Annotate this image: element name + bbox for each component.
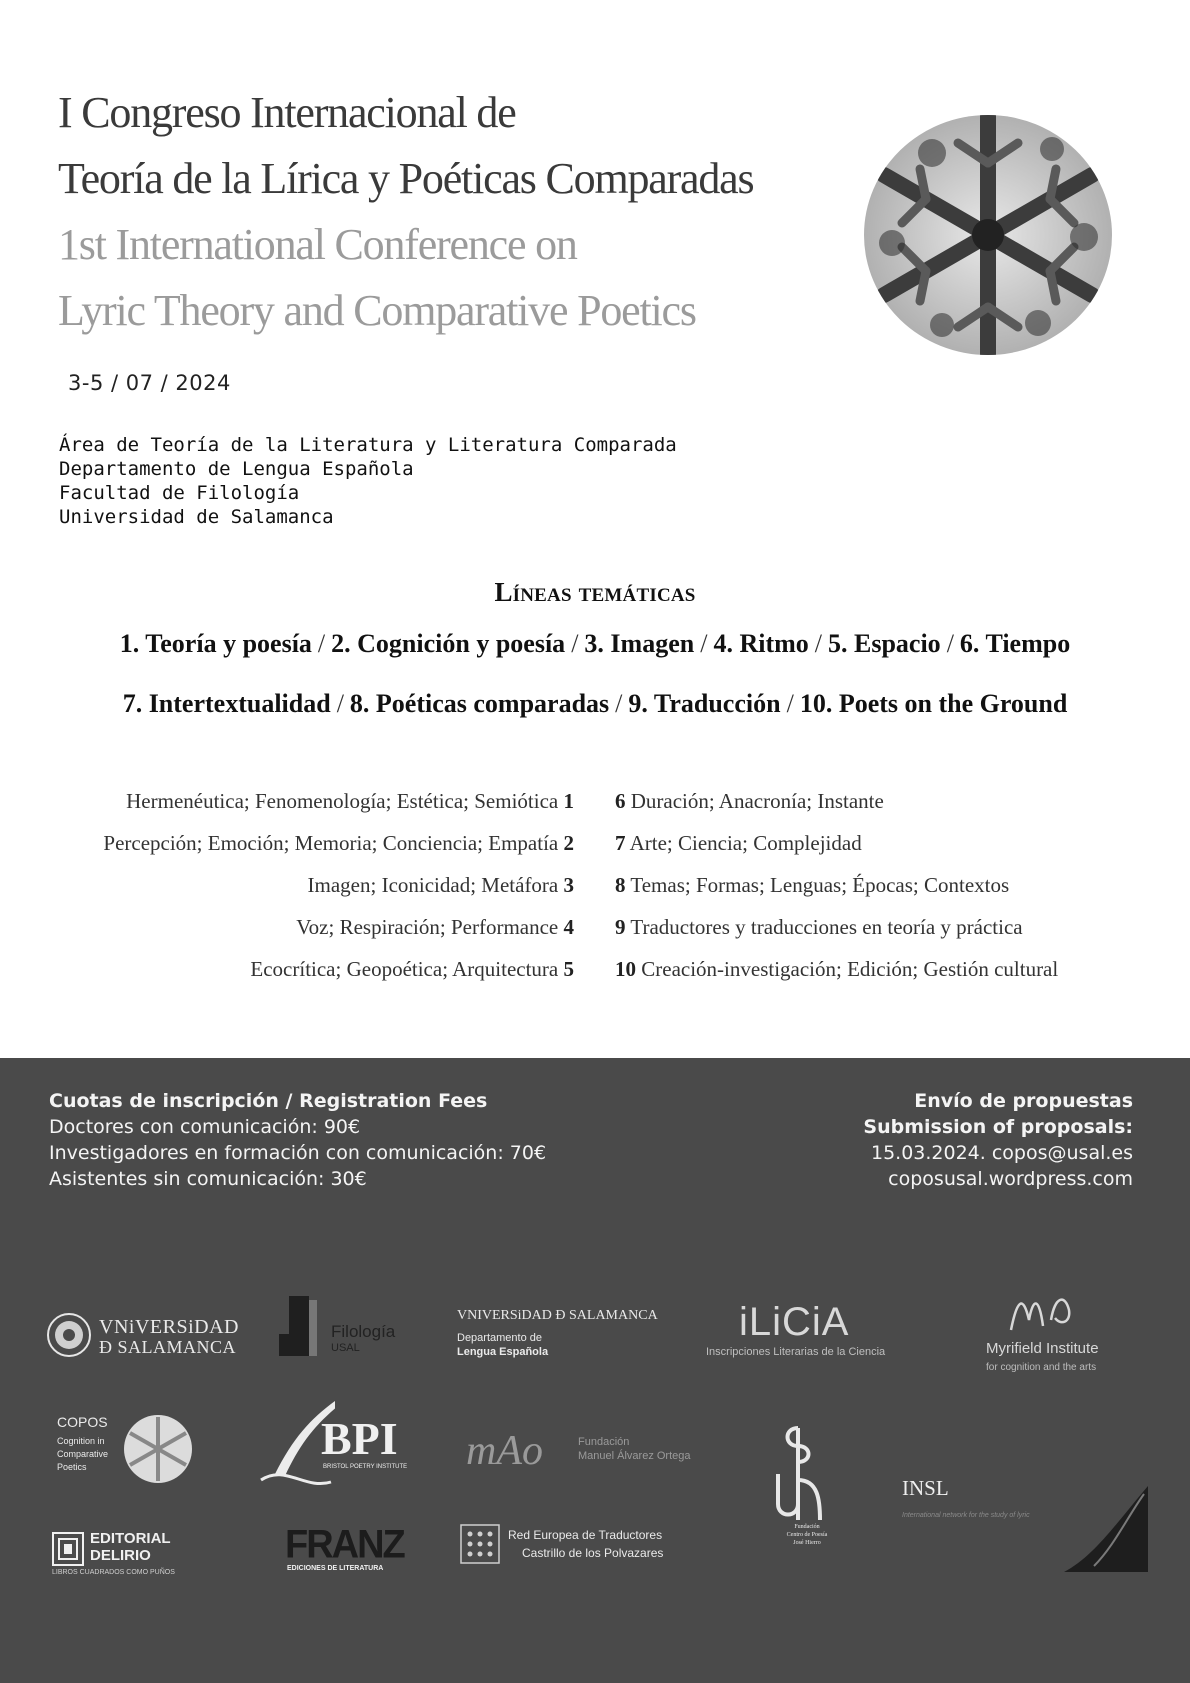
themes-row-2 <box>0 689 1190 719</box>
subtheme-number: 10 <box>615 957 636 981</box>
copos-logo-sub1: Cognition in <box>57 1436 105 1446</box>
fees-heading: Cuotas de inscripción / Registration Fees <box>49 1090 488 1112</box>
submission-website-link[interactable]: coposusal.wordpress.com <box>888 1168 1133 1190</box>
theme-separator: / <box>571 629 579 658</box>
title-en-line2: Lyric Theory and Comparative Poetics <box>58 286 696 335</box>
bpi-logo-title: BPI <box>321 1413 398 1464</box>
affiliation-line: Departamento de Lengua Española <box>59 458 414 480</box>
mao-logo-line1: Fundación <box>578 1436 630 1448</box>
theme-item: 7. Intertextualidad <box>122 689 331 718</box>
myrifield-logo-subtitle: for cognition and the arts <box>986 1362 1097 1373</box>
red-traductores-icon <box>460 1524 500 1564</box>
red-traductores-line2: Castrillo de los Polvazares <box>522 1546 664 1560</box>
subtheme-text: Ecocrítica; Geopoética; Arquitectura <box>250 957 559 981</box>
theme-item: 8. Poéticas comparadas <box>349 689 610 718</box>
subtheme-item <box>103 906 574 948</box>
filologia-logo-line2: USAL <box>331 1342 360 1354</box>
delirio-logo-line2: DELIRIO <box>90 1547 151 1564</box>
franz-logo-title: FRANZ <box>285 1522 404 1568</box>
filologia-logo-line1: Filología <box>331 1322 396 1341</box>
submission-deadline-email[interactable]: 15.03.2024. copos@usal.es <box>870 1142 1133 1164</box>
conference-date: 3-5 / 07 / 2024 <box>68 371 231 395</box>
subtheme-text: Creación-investigación; Edición; Gestión cultural <box>641 957 1059 981</box>
usal-logo-line2: Ð SALAMANCA <box>99 1337 237 1357</box>
theme-separator: / <box>946 629 954 658</box>
subtheme-number: 2 <box>563 831 574 855</box>
theme-item: 5. Espacio <box>828 629 941 658</box>
copos-logo-sub3: Poetics <box>57 1462 87 1472</box>
delirio-logo-tagline: LIBROS CUADRADOS COMO PUÑOS <box>52 1569 175 1576</box>
hierro-logo <box>762 1424 852 1554</box>
subtheme-text: Voz; Respiración; Performance <box>296 915 559 939</box>
subtheme-item <box>615 948 1058 990</box>
theme-separator: / <box>700 629 708 658</box>
theme-separator: / <box>336 689 344 718</box>
bpi-logo-subtitle: BRISTOL POETRY INSTITUTE <box>323 1464 408 1470</box>
fee-line: Doctores con comunicación: 90€ <box>49 1116 361 1138</box>
theme-item: 3. Imagen <box>584 629 695 658</box>
ilicia-logo-subtitle: Inscripciones Literarias de la Ciencia <box>706 1346 886 1358</box>
insl-logo <box>902 1476 1148 1570</box>
subtheme-text: Duración; Anacronía; Instante <box>630 789 884 813</box>
hierro-logo-line2: Centro de Poesía <box>786 1532 828 1538</box>
insl-logo-title: INSL <box>902 1476 949 1500</box>
subtheme-number: 4 <box>563 915 574 939</box>
svg-text:mAo: mAo <box>466 1428 543 1474</box>
subtheme-item <box>103 864 574 906</box>
insl-wing-icon <box>1064 1486 1148 1572</box>
delirio-logo-line1: EDITORIAL <box>90 1530 171 1547</box>
copos-logo <box>57 1414 207 1490</box>
subtheme-item <box>103 948 574 990</box>
theme-item: 4. Ritmo <box>713 629 809 658</box>
snowflake-image <box>862 113 1114 357</box>
usal-dept-logo-line2: Departamento de <box>457 1332 542 1344</box>
affiliation-line: Universidad de Salamanca <box>59 506 334 528</box>
subtheme-number: 9 <box>615 915 626 939</box>
title-es-line1: I Congreso Internacional de <box>58 88 516 137</box>
mao-monogram-icon <box>466 1424 576 1474</box>
subtheme-number: 6 <box>615 789 626 813</box>
theme-item: 6. Tiempo <box>959 629 1071 658</box>
usal-dept-logo <box>457 1308 677 1364</box>
title-en-line1: 1st International Conference on <box>58 220 577 269</box>
mao-logo <box>466 1424 691 1474</box>
theme-item: 1. Teoría y poesía <box>119 629 312 658</box>
usal-logo-line1: VNiVERSiDAD <box>99 1316 239 1338</box>
usal-seal-icon <box>47 1310 91 1360</box>
theme-item: 10. Poets on the Ground <box>799 689 1068 718</box>
subtheme-number: 3 <box>563 873 574 897</box>
subtheme-number: 8 <box>615 873 626 897</box>
subthemes-right-column <box>615 780 1058 990</box>
subtheme-text: Temas; Formas; Lenguas; Épocas; Contextos <box>630 873 1010 897</box>
fee-line: Investigadores en formación con comunicación: 70€ <box>49 1142 547 1164</box>
title-es-line2: Teoría de la Lírica y Poéticas Comparadas <box>58 154 754 203</box>
lineas-tematicas-heading: Líneas temáticas <box>494 577 696 607</box>
theme-item: 9. Traducción <box>628 689 781 718</box>
registration-fees <box>49 1088 546 1192</box>
themes-row-1 <box>0 629 1190 659</box>
subtheme-item <box>615 864 1058 906</box>
subtheme-text: Traductores y traducciones en teoría y práctica <box>630 915 1023 939</box>
subtheme-item <box>103 780 574 822</box>
delirio-square-icon <box>52 1532 84 1566</box>
affiliation-line: Facultad de Filología <box>59 482 300 504</box>
subtheme-text: Arte; Ciencia; Complejidad <box>629 831 862 855</box>
copos-logo-sub2: Comparative <box>57 1449 109 1459</box>
subtheme-item <box>103 822 574 864</box>
theme-item: 2. Cognición y poesía <box>331 629 566 658</box>
submission-info <box>863 1088 1133 1192</box>
conference-title <box>58 80 753 344</box>
red-traductores-line1: Red Europea de Traductores <box>508 1528 663 1542</box>
theme-separator: / <box>786 689 794 718</box>
myrifield-logo-title: Myrifield Institute <box>986 1340 1099 1357</box>
subthemes-left-column <box>103 780 574 990</box>
hierro-monogram-icon <box>770 1424 840 1524</box>
subtheme-number: 1 <box>563 789 574 813</box>
filologia-book-icon <box>279 1294 323 1358</box>
myrifield-mca-icon <box>1007 1290 1077 1334</box>
fee-line: Asistentes sin comunicación: 30€ <box>49 1168 367 1190</box>
copos-logo-title: COPOS <box>57 1414 108 1430</box>
theme-separator: / <box>615 689 623 718</box>
usal-logo <box>47 1310 237 1360</box>
subtheme-item <box>615 906 1058 948</box>
theme-separator: / <box>317 629 326 658</box>
ilicia-logo <box>706 1300 916 1364</box>
red-traductores-logo <box>460 1524 690 1566</box>
delirio-logo <box>52 1530 202 1578</box>
affiliation-line: Área de Teoría de la Literatura y Literatura Comparada <box>59 434 677 456</box>
insl-logo-subtitle: International network for the study of lyric <box>902 1512 1030 1519</box>
subtheme-number: 5 <box>563 957 574 981</box>
ilicia-logo-title: iLiCiA <box>739 1300 850 1344</box>
affiliation-block <box>59 433 677 529</box>
bpi-logo <box>255 1394 415 1494</box>
mao-logo-line2: Manuel Álvarez Ortega <box>578 1450 691 1462</box>
subtheme-number: 7 <box>615 831 626 855</box>
usal-dept-logo-line1: VNIVERSiDAD Ð SALAMANCA <box>457 1308 658 1323</box>
subtheme-item <box>615 822 1058 864</box>
usal-dept-logo-line3: Lengua Española <box>457 1346 549 1358</box>
theme-separator: / <box>814 629 822 658</box>
franz-logo <box>285 1522 404 1574</box>
submission-heading-en: Submission of proposals: <box>863 1116 1133 1138</box>
submission-heading-es: Envío de propuestas <box>914 1090 1133 1112</box>
franz-logo-subtitle: EDICIONES DE LITERATURA <box>287 1565 384 1572</box>
subtheme-text: Hermenéutica; Fenomenología; Estética; Semiótica <box>126 789 559 813</box>
subtheme-item <box>615 780 1058 822</box>
subtheme-text: Imagen; Iconicidad; Metáfora <box>307 873 559 897</box>
hierro-logo-line3: José Hierro <box>793 1540 821 1546</box>
myrifield-logo <box>983 1290 1123 1380</box>
copos-snowflake-icon <box>123 1414 193 1484</box>
filologia-logo <box>279 1294 419 1360</box>
subtheme-text: Percepción; Emoción; Memoria; Conciencia; Empatía <box>103 831 559 855</box>
hierro-logo-line1: Fundación <box>794 1524 820 1530</box>
